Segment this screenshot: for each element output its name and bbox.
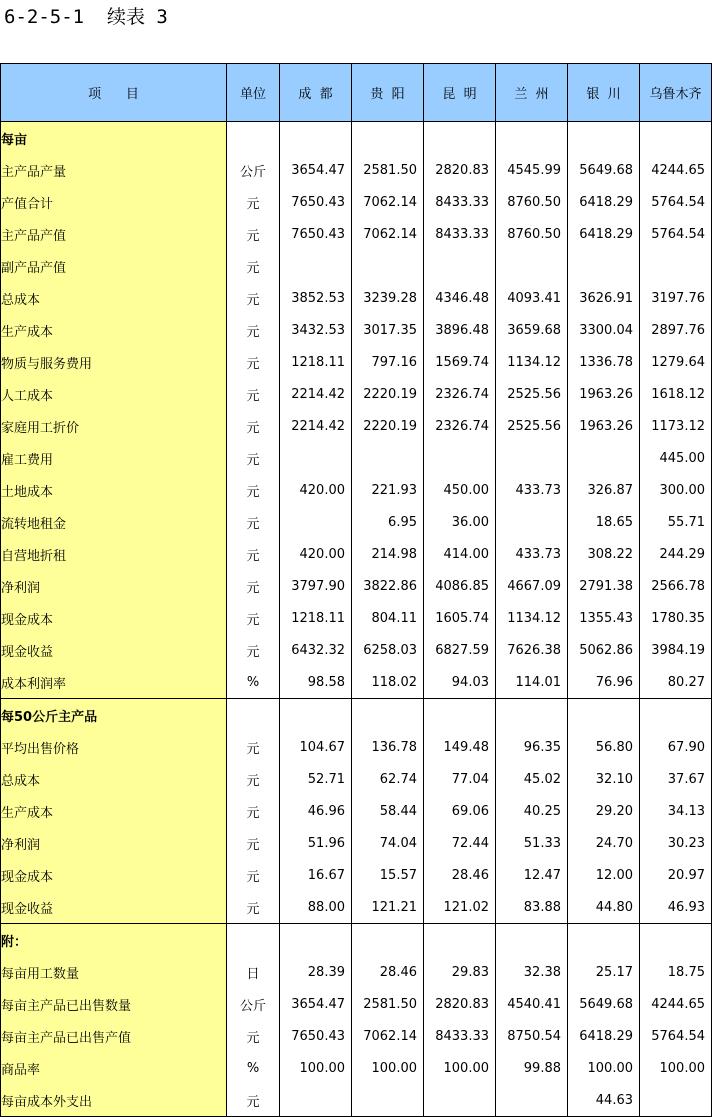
row-label: 副产品产值	[1, 250, 227, 282]
row-value: 1218.11	[280, 602, 352, 634]
row-unit: 元	[227, 186, 280, 218]
row-label: 产值合计	[1, 186, 227, 218]
row-value: 4086.85	[424, 570, 496, 602]
row-label: 成本利润率	[1, 666, 227, 699]
row-value: 1355.43	[568, 602, 640, 634]
row-value	[568, 442, 640, 474]
table-row	[1, 506, 712, 538]
table-row	[1, 1020, 712, 1052]
row-value: 52.71	[280, 763, 352, 795]
row-value: 121.02	[424, 891, 496, 924]
row-value: 8433.33	[424, 186, 496, 218]
row-value: 16.67	[280, 859, 352, 891]
row-label: 雇工费用	[1, 442, 227, 474]
row-unit	[227, 699, 280, 732]
row-value	[640, 122, 712, 155]
row-value: 2326.74	[424, 378, 496, 410]
row-value: 6418.29	[568, 218, 640, 250]
row-unit	[227, 122, 280, 155]
row-label: 主产品产量	[1, 154, 227, 186]
row-unit: 元	[227, 218, 280, 250]
row-value: 8433.33	[424, 218, 496, 250]
row-value	[280, 250, 352, 282]
row-value: 1569.74	[424, 346, 496, 378]
row-unit: 元	[227, 602, 280, 634]
header-city: 银 川	[568, 64, 640, 122]
table-row	[1, 154, 712, 186]
row-value: 414.00	[424, 538, 496, 570]
row-value: 30.23	[640, 827, 712, 859]
row-label: 每50公斤主产品	[1, 699, 227, 732]
row-value: 15.57	[352, 859, 424, 891]
table-header-row	[1, 64, 712, 122]
row-value: 32.10	[568, 763, 640, 795]
row-value: 433.73	[496, 538, 568, 570]
row-value	[280, 442, 352, 474]
row-label: 净利润	[1, 570, 227, 602]
table-row	[1, 538, 712, 570]
row-unit: 元	[227, 282, 280, 314]
row-value: 2220.19	[352, 378, 424, 410]
row-value: 1605.74	[424, 602, 496, 634]
row-value	[496, 924, 568, 957]
header-city: 乌鲁木齐	[640, 64, 712, 122]
row-label: 每亩主产品已出售数量	[1, 988, 227, 1020]
section-row	[1, 122, 712, 155]
table-row	[1, 250, 712, 282]
header-city: 成 都	[280, 64, 352, 122]
row-value: 100.00	[640, 1052, 712, 1084]
row-value: 100.00	[352, 1052, 424, 1084]
table-row	[1, 634, 712, 666]
row-value: 3197.76	[640, 282, 712, 314]
row-value: 99.88	[496, 1052, 568, 1084]
row-unit: %	[227, 666, 280, 699]
row-unit: 元	[227, 1084, 280, 1117]
row-value	[424, 250, 496, 282]
row-value: 1618.12	[640, 378, 712, 410]
row-value: 6.95	[352, 506, 424, 538]
row-label: 总成本	[1, 282, 227, 314]
row-unit: 元	[227, 795, 280, 827]
row-value: 46.93	[640, 891, 712, 924]
row-value	[352, 699, 424, 732]
row-value: 2820.83	[424, 154, 496, 186]
row-value: 2897.76	[640, 314, 712, 346]
row-value: 326.87	[568, 474, 640, 506]
row-value: 69.06	[424, 795, 496, 827]
row-value: 58.44	[352, 795, 424, 827]
row-value	[496, 250, 568, 282]
table-row	[1, 988, 712, 1020]
row-value: 18.75	[640, 956, 712, 988]
table-row	[1, 891, 712, 924]
row-value: 2220.19	[352, 410, 424, 442]
row-label: 人工成本	[1, 378, 227, 410]
row-unit: 元	[227, 731, 280, 763]
row-value: 3654.47	[280, 154, 352, 186]
row-value: 5062.86	[568, 634, 640, 666]
row-value: 7650.43	[280, 218, 352, 250]
row-value: 3017.35	[352, 314, 424, 346]
row-value: 221.93	[352, 474, 424, 506]
row-unit: %	[227, 1052, 280, 1084]
row-value: 5764.54	[640, 218, 712, 250]
row-value: 18.65	[568, 506, 640, 538]
row-value: 244.29	[640, 538, 712, 570]
row-value: 77.04	[424, 763, 496, 795]
row-value: 300.00	[640, 474, 712, 506]
row-value: 32.38	[496, 956, 568, 988]
row-value: 2525.56	[496, 378, 568, 410]
row-value: 94.03	[424, 666, 496, 699]
section-row	[1, 699, 712, 732]
row-value	[640, 924, 712, 957]
row-value: 4346.48	[424, 282, 496, 314]
row-value: 55.71	[640, 506, 712, 538]
row-value: 445.00	[640, 442, 712, 474]
row-value: 3654.47	[280, 988, 352, 1020]
row-value: 96.35	[496, 731, 568, 763]
row-unit: 元	[227, 1020, 280, 1052]
row-value	[424, 1084, 496, 1117]
row-value: 7062.14	[352, 218, 424, 250]
row-value: 3852.53	[280, 282, 352, 314]
row-value: 12.47	[496, 859, 568, 891]
row-value: 29.83	[424, 956, 496, 988]
row-value: 100.00	[424, 1052, 496, 1084]
row-value: 28.39	[280, 956, 352, 988]
row-value: 6258.03	[352, 634, 424, 666]
row-value: 104.67	[280, 731, 352, 763]
row-value: 5764.54	[640, 186, 712, 218]
header-city: 兰 州	[496, 64, 568, 122]
row-value: 1963.26	[568, 378, 640, 410]
row-value: 83.88	[496, 891, 568, 924]
row-value: 5764.54	[640, 1020, 712, 1052]
row-value: 4540.41	[496, 988, 568, 1020]
row-value: 114.01	[496, 666, 568, 699]
row-value: 5649.68	[568, 154, 640, 186]
row-value: 214.98	[352, 538, 424, 570]
row-label: 每亩用工数量	[1, 956, 227, 988]
row-value: 28.46	[424, 859, 496, 891]
row-label: 现金成本	[1, 602, 227, 634]
table-row	[1, 795, 712, 827]
row-unit: 公斤	[227, 988, 280, 1020]
row-value: 56.80	[568, 731, 640, 763]
row-unit: 元	[227, 859, 280, 891]
row-label: 生产成本	[1, 314, 227, 346]
row-label: 平均出售价格	[1, 731, 227, 763]
table-row	[1, 282, 712, 314]
row-value: 7650.43	[280, 1020, 352, 1052]
row-value: 433.73	[496, 474, 568, 506]
row-value: 45.02	[496, 763, 568, 795]
row-value: 2214.42	[280, 378, 352, 410]
row-value: 25.17	[568, 956, 640, 988]
row-value: 7626.38	[496, 634, 568, 666]
row-value: 8760.50	[496, 186, 568, 218]
page-title: 6-2-5-1 续表 3	[4, 6, 168, 28]
row-value: 6432.32	[280, 634, 352, 666]
row-value	[424, 699, 496, 732]
row-value	[568, 250, 640, 282]
row-label: 现金收益	[1, 634, 227, 666]
row-value	[640, 1084, 712, 1117]
row-value	[496, 442, 568, 474]
row-value: 8750.54	[496, 1020, 568, 1052]
row-value: 44.63	[568, 1084, 640, 1117]
row-value: 804.11	[352, 602, 424, 634]
row-value: 4244.65	[640, 154, 712, 186]
row-value: 3896.48	[424, 314, 496, 346]
row-value	[496, 1084, 568, 1117]
row-label: 生产成本	[1, 795, 227, 827]
row-value	[424, 442, 496, 474]
row-value: 44.80	[568, 891, 640, 924]
row-value: 51.96	[280, 827, 352, 859]
row-label: 附：	[1, 924, 227, 957]
row-value: 450.00	[424, 474, 496, 506]
row-value: 1173.12	[640, 410, 712, 442]
row-value	[568, 924, 640, 957]
row-label: 每亩主产品已出售产值	[1, 1020, 227, 1052]
row-value	[424, 122, 496, 155]
row-value: 136.78	[352, 731, 424, 763]
row-value	[280, 122, 352, 155]
row-label: 净利润	[1, 827, 227, 859]
row-value: 1780.35	[640, 602, 712, 634]
row-unit	[227, 924, 280, 957]
row-value: 20.97	[640, 859, 712, 891]
row-value	[352, 924, 424, 957]
row-value: 80.27	[640, 666, 712, 699]
row-value: 149.48	[424, 731, 496, 763]
row-value: 62.74	[352, 763, 424, 795]
row-value: 3300.04	[568, 314, 640, 346]
row-value: 4667.09	[496, 570, 568, 602]
row-value	[352, 250, 424, 282]
row-value: 8433.33	[424, 1020, 496, 1052]
row-label: 现金收益	[1, 891, 227, 924]
row-value: 12.00	[568, 859, 640, 891]
row-unit: 元	[227, 763, 280, 795]
row-value: 46.96	[280, 795, 352, 827]
table-row	[1, 602, 712, 634]
row-value: 2581.50	[352, 154, 424, 186]
header-unit: 单位	[227, 64, 280, 122]
row-value: 7062.14	[352, 1020, 424, 1052]
row-unit: 元	[227, 506, 280, 538]
row-value: 76.96	[568, 666, 640, 699]
table-row	[1, 474, 712, 506]
table-row	[1, 442, 712, 474]
row-unit: 元	[227, 891, 280, 924]
row-value	[352, 442, 424, 474]
row-value: 2566.78	[640, 570, 712, 602]
row-value	[280, 699, 352, 732]
table-row	[1, 859, 712, 891]
row-value: 1134.12	[496, 602, 568, 634]
row-unit: 元	[227, 250, 280, 282]
row-unit: 元	[227, 827, 280, 859]
table-row	[1, 346, 712, 378]
row-value	[640, 250, 712, 282]
row-value: 3626.91	[568, 282, 640, 314]
row-label: 每亩成本外支出	[1, 1084, 227, 1117]
row-label: 物质与服务费用	[1, 346, 227, 378]
row-value: 3797.90	[280, 570, 352, 602]
row-value: 34.13	[640, 795, 712, 827]
row-value	[280, 1084, 352, 1117]
row-value: 1134.12	[496, 346, 568, 378]
row-value	[640, 699, 712, 732]
row-label: 土地成本	[1, 474, 227, 506]
row-value: 1279.64	[640, 346, 712, 378]
row-value: 5649.68	[568, 988, 640, 1020]
row-value: 6418.29	[568, 186, 640, 218]
row-value: 29.20	[568, 795, 640, 827]
row-value: 2326.74	[424, 410, 496, 442]
row-value: 3659.68	[496, 314, 568, 346]
row-value: 3984.19	[640, 634, 712, 666]
row-label: 家庭用工折价	[1, 410, 227, 442]
row-value: 2581.50	[352, 988, 424, 1020]
row-value: 88.00	[280, 891, 352, 924]
row-value	[568, 122, 640, 155]
header-city: 贵 阳	[352, 64, 424, 122]
row-value: 8760.50	[496, 218, 568, 250]
row-value	[496, 699, 568, 732]
row-value: 7650.43	[280, 186, 352, 218]
table-row	[1, 570, 712, 602]
cost-table	[0, 63, 712, 1117]
row-value: 797.16	[352, 346, 424, 378]
row-value: 1336.78	[568, 346, 640, 378]
row-value: 100.00	[280, 1052, 352, 1084]
row-label: 商品率	[1, 1052, 227, 1084]
table-row	[1, 410, 712, 442]
row-value: 4244.65	[640, 988, 712, 1020]
row-value: 100.00	[568, 1052, 640, 1084]
table-row	[1, 314, 712, 346]
row-value: 36.00	[424, 506, 496, 538]
header-item: 项 目	[1, 64, 227, 122]
row-value: 67.90	[640, 731, 712, 763]
row-unit: 元	[227, 570, 280, 602]
row-value: 420.00	[280, 538, 352, 570]
row-value: 118.02	[352, 666, 424, 699]
row-value: 7062.14	[352, 186, 424, 218]
row-value: 28.46	[352, 956, 424, 988]
row-unit: 元	[227, 634, 280, 666]
table-row	[1, 1052, 712, 1084]
table-row	[1, 378, 712, 410]
row-value	[424, 924, 496, 957]
row-value: 98.58	[280, 666, 352, 699]
row-value: 3432.53	[280, 314, 352, 346]
table-row	[1, 956, 712, 988]
row-value: 2820.83	[424, 988, 496, 1020]
row-label: 总成本	[1, 763, 227, 795]
row-unit: 公斤	[227, 154, 280, 186]
row-value: 51.33	[496, 827, 568, 859]
row-unit: 元	[227, 442, 280, 474]
table-row	[1, 186, 712, 218]
row-value: 72.44	[424, 827, 496, 859]
row-unit: 日	[227, 956, 280, 988]
table-row	[1, 731, 712, 763]
row-value: 40.25	[496, 795, 568, 827]
row-unit: 元	[227, 410, 280, 442]
row-value: 4545.99	[496, 154, 568, 186]
row-value	[352, 1084, 424, 1117]
row-value: 308.22	[568, 538, 640, 570]
table-body	[1, 122, 712, 1117]
row-value	[496, 122, 568, 155]
row-unit: 元	[227, 314, 280, 346]
row-value: 2525.56	[496, 410, 568, 442]
row-label: 每亩	[1, 122, 227, 155]
row-unit: 元	[227, 378, 280, 410]
row-value	[568, 699, 640, 732]
row-value	[496, 506, 568, 538]
row-unit: 元	[227, 474, 280, 506]
row-value	[280, 506, 352, 538]
row-unit: 元	[227, 346, 280, 378]
table-row	[1, 763, 712, 795]
row-value: 4093.41	[496, 282, 568, 314]
row-value: 24.70	[568, 827, 640, 859]
row-label: 流转地租金	[1, 506, 227, 538]
row-value	[280, 924, 352, 957]
row-label: 现金成本	[1, 859, 227, 891]
row-value: 74.04	[352, 827, 424, 859]
table-row	[1, 827, 712, 859]
table-row	[1, 666, 712, 699]
row-value: 37.67	[640, 763, 712, 795]
row-value: 420.00	[280, 474, 352, 506]
row-value: 6418.29	[568, 1020, 640, 1052]
row-value: 2791.38	[568, 570, 640, 602]
row-value: 3822.86	[352, 570, 424, 602]
row-value: 6827.59	[424, 634, 496, 666]
header-city: 昆 明	[424, 64, 496, 122]
table-row	[1, 1084, 712, 1117]
row-label: 主产品产值	[1, 218, 227, 250]
row-value: 2214.42	[280, 410, 352, 442]
row-unit: 元	[227, 538, 280, 570]
row-value	[352, 122, 424, 155]
row-value: 1218.11	[280, 346, 352, 378]
row-value: 121.21	[352, 891, 424, 924]
row-value: 3239.28	[352, 282, 424, 314]
row-value: 1963.26	[568, 410, 640, 442]
table-row	[1, 218, 712, 250]
row-label: 自营地折租	[1, 538, 227, 570]
section-row	[1, 924, 712, 957]
